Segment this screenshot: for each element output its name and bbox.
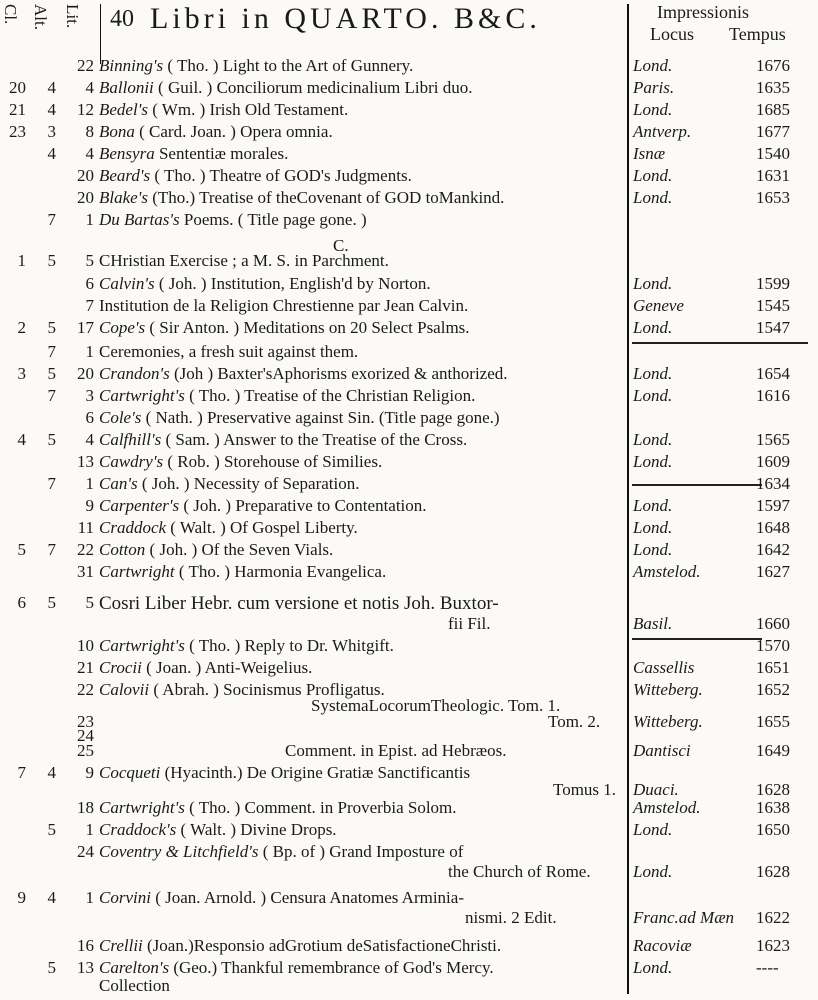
imprint-year: 1628 — [756, 780, 790, 799]
item-number: 22 — [77, 56, 94, 75]
title-text: Poems. ( Title page gone. ) — [179, 210, 367, 229]
catalogue-row — [0, 342, 818, 364]
imprint-year: 1565 — [756, 430, 790, 449]
shelf-number: 7 — [47, 474, 56, 493]
title-text: ( Joh. ) Of the Seven Vials. — [145, 540, 334, 559]
title-text: ( Joh. ) Necessity of Separation. — [137, 474, 360, 493]
imprint-year: 1638 — [756, 798, 790, 817]
item-number: 1 — [85, 210, 94, 229]
imprint-year: 1654 — [756, 364, 790, 383]
class-number: 20 — [9, 78, 26, 97]
entry-text — [99, 430, 467, 450]
title-text: CHristian Exercise ; a M. S. in Parchment. — [99, 251, 389, 270]
catalogue-row — [0, 452, 818, 474]
imprint-place: Basil. — [633, 614, 673, 633]
entry-text — [448, 862, 591, 882]
imprint-year: 1609 — [756, 452, 790, 471]
title-text: ( Abrah. ) Socinismus Profligatus. — [149, 680, 385, 699]
imprint-year: 1628 — [756, 862, 790, 881]
item-number: 5 — [85, 251, 94, 270]
class-number: 21 — [9, 100, 26, 119]
imprint-year: 1635 — [756, 78, 790, 97]
author-name: Binning's — [99, 56, 164, 75]
author-name: Du Bartas's — [99, 210, 180, 229]
imprint-place: Amstelod. — [633, 798, 701, 817]
item-number: 20 — [77, 188, 94, 207]
imprint-place: Lond. — [633, 820, 673, 839]
entry-text — [99, 936, 501, 956]
entry-text — [99, 474, 359, 494]
col-label-lit: Lit. — [63, 4, 82, 29]
catalogue-row — [0, 936, 818, 958]
title-text: ( Rob. ) Storehouse of Similies. — [163, 452, 383, 471]
shelf-number: 4 — [47, 763, 56, 782]
item-number: 21 — [77, 658, 94, 677]
item-number: 4 — [85, 144, 94, 163]
entry-text — [465, 908, 557, 928]
entry-text — [99, 658, 312, 678]
entry-text — [99, 593, 499, 615]
catalogue-row — [0, 251, 818, 273]
author-name: Craddock's — [99, 820, 177, 839]
catalogue-row — [0, 614, 818, 636]
entry-text — [285, 741, 506, 761]
title-text: ( Bp. of ) Grand Imposture of — [258, 842, 464, 861]
title-text: ( Joh. ) Institution, English'd by Norton. — [154, 274, 431, 293]
author-name: Carelton's — [99, 958, 170, 977]
title-text: ( Walt. ) Divine Drops. — [176, 820, 337, 839]
entry-text — [99, 210, 367, 230]
imprint-year: 1653 — [756, 188, 790, 207]
title-text: ( Tho. ) Treatise of the Christian Religion. — [184, 386, 476, 405]
imprint-place: Franc.ad Mæn — [633, 908, 735, 927]
shelf-number: 5 — [47, 958, 56, 977]
imprint-year: 1634 — [756, 474, 790, 493]
catalogue-row — [0, 122, 818, 144]
entry-text — [99, 342, 358, 362]
entry-text — [99, 166, 412, 186]
entry-text — [99, 820, 337, 840]
entry-text — [99, 78, 472, 98]
entry-text — [99, 798, 457, 818]
author-name: Cartwright's — [99, 636, 185, 655]
entry-text — [99, 122, 333, 142]
catalogue-row — [0, 188, 818, 210]
title-text: ( Sam. ) Answer to the Treatise of the Cross. — [161, 430, 468, 449]
shelf-number: 5 — [47, 820, 56, 839]
item-number: 22 — [77, 540, 94, 559]
entry-text — [99, 958, 494, 978]
catalogue-row — [0, 658, 818, 680]
entry-text — [99, 251, 389, 271]
catalogue-row — [0, 496, 818, 518]
imprint-place: Lond. — [633, 188, 673, 207]
author-name: Ballonii — [99, 78, 154, 97]
class-number: 4 — [17, 430, 26, 449]
title-text: Tom. 2. — [548, 712, 601, 731]
imprint-year: 1660 — [756, 614, 790, 633]
item-number: 25 — [77, 741, 94, 760]
item-number: 11 — [77, 518, 94, 537]
imprint-year: 1631 — [756, 166, 790, 185]
catalogue-row — [0, 636, 818, 658]
author-name: Corvini — [99, 888, 151, 907]
title-text: Tomus 1. — [553, 780, 617, 799]
title-text: ( Wm. ) Irish Old Testament. — [147, 100, 349, 119]
entry-text — [448, 614, 491, 634]
imprint-year: 1599 — [756, 274, 790, 293]
item-number: 13 — [77, 452, 94, 471]
title-text: Institution de la Religion Chrestienne par Jean Calvin. — [99, 296, 469, 315]
author-name: Coventry & Litchfield's — [99, 842, 259, 861]
item-number: 1 — [85, 342, 94, 361]
item-number: 23 — [77, 712, 94, 731]
title-text: (Hyacinth.) De Origine Gratiæ Sanctificantis — [160, 763, 471, 782]
title-text: ( Card. Joan. ) Opera omnia. — [134, 122, 333, 141]
catalogue-row — [0, 100, 818, 122]
class-number: 7 — [17, 763, 26, 782]
catalogue-row — [0, 210, 818, 232]
author-name: Calovii — [99, 680, 150, 699]
entry-text — [99, 408, 500, 428]
catalogue-row — [0, 820, 818, 842]
imprint-place: Lond. — [633, 100, 673, 119]
imprint-place: Antverp. — [633, 122, 692, 141]
title-text: SystemaLocorumTheologic. Tom. 1. — [311, 696, 561, 715]
imprint-place: Lond. — [633, 274, 673, 293]
entry-text — [99, 318, 470, 338]
title-text: (Geo.) Thankful remembrance of God's Mercy. — [169, 958, 494, 977]
author-name: Craddock — [99, 518, 167, 537]
title-text: (Joan.)Responsio adGrotium deSatisfactioneChristi. — [142, 936, 502, 955]
item-number: 1 — [85, 474, 94, 493]
catalogue-row — [0, 386, 818, 408]
item-number: 13 — [77, 958, 94, 977]
shelf-number: 5 — [47, 318, 56, 337]
catalogue-row — [0, 166, 818, 188]
imprint-place: Lond. — [633, 540, 673, 559]
item-number: 24 — [77, 842, 94, 861]
catalogue-row — [0, 540, 818, 562]
shelf-number: 7 — [47, 342, 56, 361]
shelf-number: 4 — [47, 144, 56, 163]
entry-text — [99, 888, 464, 908]
catalogue-row — [0, 296, 818, 318]
entry-text — [99, 452, 382, 472]
title-text: ( Joan. Arnold. ) Censura Anatomes Arminia- — [150, 888, 464, 907]
imprint-year: 1685 — [756, 100, 790, 119]
imprint-place: Lond. — [633, 166, 673, 185]
author-name: Cartwright — [99, 562, 175, 581]
catalogue-row — [0, 888, 818, 910]
shelf-number: 4 — [47, 78, 56, 97]
author-name: Bona — [99, 122, 135, 141]
title-text: nismi. 2 Edit. — [465, 908, 557, 927]
imprint-place: Duaci. — [633, 780, 679, 799]
title-text: ( Guil. ) Conciliorum medicinalium Libri duo. — [153, 78, 473, 97]
impressionis-heading: Impressionis — [657, 2, 749, 22]
shelf-number: 3 — [47, 122, 56, 141]
item-number: 31 — [77, 562, 94, 581]
class-number: 2 — [17, 318, 26, 337]
tempus-heading: Tempus — [729, 24, 786, 44]
author-name: Calfhill's — [99, 430, 162, 449]
title-text: ( Sir Anton. ) Meditations on 20 Select Psalms. — [145, 318, 470, 337]
entry-text — [99, 636, 394, 656]
item-number: 6 — [85, 408, 94, 427]
title-text: ( Nath. ) Preservative against Sin. (Title page gone.) — [141, 408, 500, 427]
author-name: Cartwright's — [99, 798, 185, 817]
imprint-year: 1655 — [756, 712, 790, 731]
author-name: Crellii — [99, 936, 143, 955]
item-number: 20 — [77, 166, 94, 185]
shelf-number: 7 — [47, 210, 56, 229]
catalogue-row — [0, 430, 818, 452]
class-number: 6 — [17, 593, 26, 612]
catalogue-row — [0, 474, 818, 496]
imprint-year: 1597 — [756, 496, 790, 515]
imprint-place: Dantisci — [633, 741, 691, 760]
title-text: ( Tho. ) Light to the Art of Gunnery. — [163, 56, 414, 75]
item-number: 9 — [85, 496, 94, 515]
item-number: 1 — [85, 888, 94, 907]
item-number: 24 — [77, 726, 94, 745]
title-text: (Joh ) Baxter'sAphorisms exorized & anthorized. — [169, 364, 508, 383]
imprint-place: Isnæ — [633, 144, 666, 163]
title-text: fii Fil. — [448, 614, 491, 633]
entry-text — [99, 496, 427, 516]
imprint-place: Lond. — [633, 452, 673, 471]
author-name: Cope's — [99, 318, 146, 337]
catalogue-row — [0, 842, 818, 864]
item-number: 12 — [77, 100, 94, 119]
entry-text — [99, 562, 386, 582]
title-text: ( Tho. ) Theatre of GOD's Judgments. — [150, 166, 412, 185]
title-text: ( Tho. ) Reply to Dr. Whitgift. — [184, 636, 394, 655]
item-number: 18 — [77, 798, 94, 817]
item-number: 8 — [85, 122, 94, 141]
imprint-place: Paris. — [633, 78, 675, 97]
entry-text — [99, 274, 431, 294]
shelf-number: 7 — [47, 386, 56, 405]
imprint-place: Lond. — [633, 386, 673, 405]
author-name: Carpenter's — [99, 496, 180, 515]
class-number: 3 — [17, 364, 26, 383]
catalogue-row — [0, 562, 818, 584]
shelf-number: 7 — [47, 540, 56, 559]
left-rule — [100, 4, 101, 64]
title-text: Sententiæ morales. — [154, 144, 289, 163]
shelf-number: 4 — [47, 100, 56, 119]
imprint-place: Lond. — [633, 56, 673, 75]
imprint-year: 1547 — [756, 318, 790, 337]
item-number: 4 — [85, 78, 94, 97]
imprint-year: 1651 — [756, 658, 790, 677]
col-label-alt: Alt. — [31, 4, 50, 30]
item-number: 1 — [85, 820, 94, 839]
title-text: Comment. in Epist. ad Hebræos. — [285, 741, 507, 760]
title-text: ( Tho. ) Comment. in Proverbia Solom. — [184, 798, 457, 817]
imprint-place: Lond. — [633, 430, 673, 449]
page-number: 40 — [110, 6, 134, 32]
shelf-number: 5 — [47, 251, 56, 270]
catalogue-row — [0, 908, 818, 930]
entry-text — [99, 540, 333, 560]
catalogue-row — [0, 408, 818, 430]
title-text: Ceremonies, a fresh suit against them. — [99, 342, 359, 361]
imprint-year: 1627 — [756, 562, 790, 581]
entry-text — [99, 842, 463, 862]
item-number: 16 — [77, 936, 94, 955]
imprint-place: Witteberg. — [633, 712, 703, 731]
author-name: Calvin's — [99, 274, 155, 293]
title-text: (Tho.) Treatise of theCovenant of GOD toMankind. — [147, 188, 505, 207]
catalogue-row — [0, 78, 818, 100]
imprint-place: Racoviæ — [633, 936, 692, 955]
catalogue-row — [0, 798, 818, 820]
imprint-year: 1616 — [756, 386, 790, 405]
imprint-place: Geneve — [633, 296, 684, 315]
title-text: the Church of Rome. — [448, 862, 591, 881]
entry-text — [99, 296, 468, 316]
shelf-number: 5 — [47, 430, 56, 449]
entry-text — [99, 100, 348, 120]
imprint-place: Lond. — [633, 364, 673, 383]
imprint-year: 1677 — [756, 122, 790, 141]
page-title: Libri in QUARTO. B&C. — [150, 2, 541, 35]
title-text: ( Joh. ) Preparative to Contentation. — [179, 496, 427, 515]
entry-text — [99, 976, 170, 996]
author-name: Cartwright's — [99, 386, 185, 405]
catalogue-row — [0, 593, 818, 615]
imprint-place: Lond. — [633, 958, 673, 977]
imprint-place: Lond. — [633, 318, 673, 337]
title-text: Collection — [99, 976, 170, 995]
entry-text — [99, 386, 475, 406]
author-name: Bedel's — [99, 100, 148, 119]
class-number: 23 — [9, 122, 26, 141]
imprint-year: 1642 — [756, 540, 790, 559]
item-number: 9 — [85, 763, 94, 782]
author-name: Beard's — [99, 166, 151, 185]
imprint-place: Cassellis — [633, 658, 695, 677]
imprint-year: 1648 — [756, 518, 790, 537]
imprint-year: 1540 — [756, 144, 790, 163]
catalogue-row — [0, 56, 818, 78]
author-name: Cole's — [99, 408, 142, 427]
entry-text — [99, 518, 358, 538]
entry-text — [99, 364, 508, 384]
catalogue-row — [0, 862, 818, 884]
item-number: 5 — [85, 593, 94, 612]
imprint-year: 1570 — [756, 636, 790, 655]
imprint-place: Amstelod. — [633, 562, 701, 581]
imprint-place: Lond. — [633, 862, 673, 881]
imprint-year: 1676 — [756, 56, 790, 75]
title-text: ( Tho. ) Harmonia Evangelica. — [174, 562, 387, 581]
catalogue-row — [0, 741, 818, 763]
author-name: Cotton — [99, 540, 146, 559]
section-heading-c: C. — [333, 236, 349, 255]
title-text: Cosri Liber Hebr. cum versione et notis Joh. Buxtor- — [99, 593, 499, 614]
catalogue-row — [0, 318, 818, 340]
imprint-year: 1622 — [756, 908, 790, 927]
catalogue-row — [0, 144, 818, 166]
item-number: 4 — [85, 430, 94, 449]
imprint-year: 1652 — [756, 680, 790, 699]
author-name: Blake's — [99, 188, 148, 207]
imprint-place: Lond. — [633, 496, 673, 515]
item-number: 22 — [77, 680, 94, 699]
entry-text — [99, 56, 413, 76]
catalogue-row — [0, 274, 818, 296]
author-name: Crocii — [99, 658, 142, 677]
class-number: 5 — [17, 540, 26, 559]
title-text: ( Joan. ) Anti-Weigelius. — [141, 658, 313, 677]
item-number: 6 — [85, 274, 94, 293]
shelf-number: 4 — [47, 888, 56, 907]
author-name: Cocqueti — [99, 763, 161, 782]
item-number: 3 — [85, 386, 94, 405]
imprint-year: 1623 — [756, 936, 790, 955]
imprint-place: Witteberg. — [633, 680, 703, 699]
item-number: 10 — [77, 636, 94, 655]
catalogue-row — [0, 976, 818, 998]
author-name: Cawdry's — [99, 452, 164, 471]
entry-text — [99, 144, 288, 164]
shelf-number: 5 — [47, 364, 56, 383]
imprint-year: 1545 — [756, 296, 790, 315]
author-name: Can's — [99, 474, 138, 493]
catalogue-row — [0, 518, 818, 540]
catalogue-row — [0, 364, 818, 386]
item-number: 20 — [77, 364, 94, 383]
imprint-year: ---- — [756, 958, 779, 977]
item-number: 17 — [77, 318, 94, 337]
entry-text — [99, 188, 504, 208]
imprint-year: 1650 — [756, 820, 790, 839]
class-number: 1 — [17, 251, 26, 270]
title-text: ( Walt. ) Of Gospel Liberty. — [166, 518, 358, 537]
imprint-year: 1649 — [756, 741, 790, 760]
author-name: Crandon's — [99, 364, 170, 383]
class-number: 9 — [17, 888, 26, 907]
col-label-cl: Cl. — [1, 4, 20, 25]
imprint-place: Lond. — [633, 518, 673, 537]
locus-heading: Locus — [650, 24, 694, 44]
entry-text — [553, 780, 616, 800]
author-name: Bensyra — [99, 144, 155, 163]
shelf-number: 5 — [47, 593, 56, 612]
item-number: 7 — [85, 296, 94, 315]
